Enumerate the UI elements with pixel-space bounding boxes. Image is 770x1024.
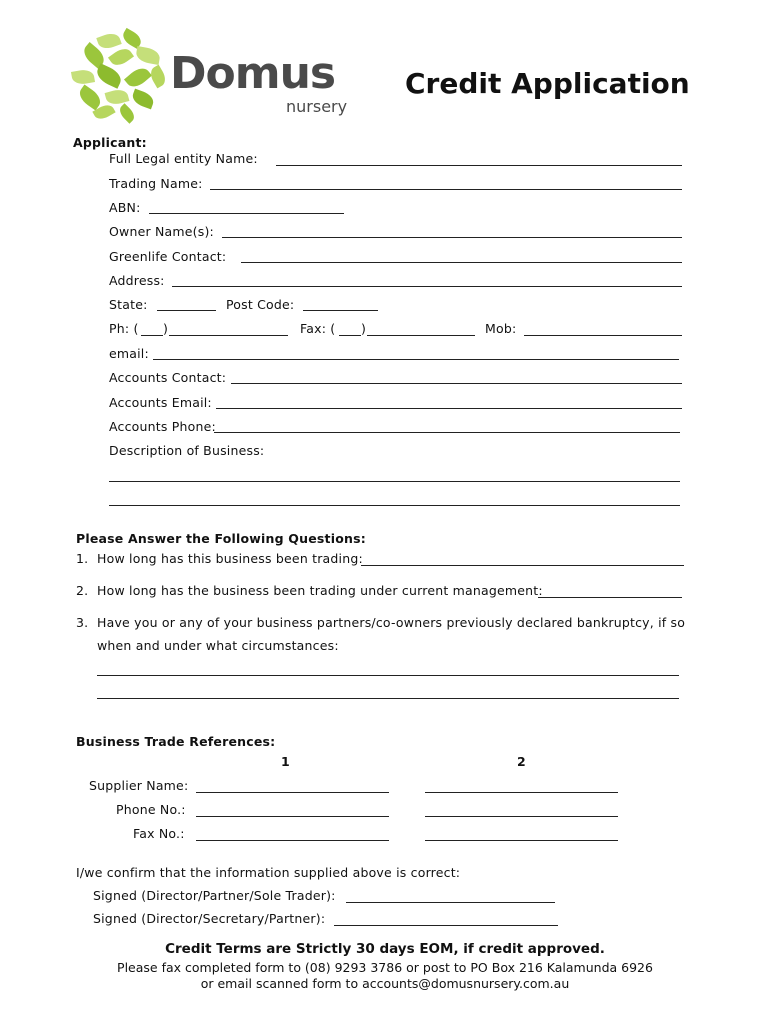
field-underline	[149, 213, 344, 214]
leaf-cluster-icon	[70, 30, 170, 122]
field-underline	[172, 286, 682, 287]
field-underline	[196, 840, 389, 841]
question-3-text-cont: when and under what circumstances:	[97, 638, 339, 653]
address-label: Address:	[109, 273, 165, 288]
field-underline	[241, 262, 682, 263]
mobile-field[interactable]	[524, 320, 682, 336]
field-underline	[214, 432, 680, 433]
question-2-number: 2.	[76, 583, 89, 598]
field-underline	[303, 310, 378, 311]
question-3-text: Have you or any of your business partners/co-owners previously declared bankruptcy, if so	[97, 615, 686, 630]
question-3-answer-1[interactable]	[97, 660, 679, 676]
accounts-contact-label: Accounts Contact:	[109, 370, 227, 385]
business-description-field-2[interactable]	[109, 490, 680, 506]
field-underline	[425, 792, 618, 793]
field-underline	[97, 698, 679, 699]
email-label: email:	[109, 346, 149, 361]
field-underline	[346, 902, 555, 903]
field-underline	[276, 165, 682, 166]
fax-no-2-field[interactable]	[425, 825, 618, 841]
email-instructions: or email scanned form to accounts@domusnursery.com.au	[200, 976, 570, 991]
field-underline	[109, 481, 680, 482]
area-code-underline	[141, 335, 163, 336]
area-code-underline	[339, 335, 361, 336]
mobile-label: Mob:	[485, 321, 517, 336]
greenlife-contact-label: Greenlife Contact:	[109, 249, 227, 264]
phone-no-2-field[interactable]	[425, 801, 618, 817]
field-underline	[524, 335, 682, 336]
credit-terms: Credit Terms are Strictly 30 days EOM, if credit approved.	[165, 941, 605, 957]
reference-col-1: 1	[281, 754, 290, 769]
question-2-answer[interactable]	[538, 582, 682, 598]
phone-field[interactable]	[169, 320, 288, 336]
field-underline	[196, 816, 389, 817]
post-code-label: Post Code:	[226, 297, 295, 312]
abn-label: ABN:	[109, 200, 141, 215]
signature-1-field[interactable]	[346, 887, 555, 903]
question-3-number: 3.	[76, 615, 89, 630]
business-description-label: Description of Business:	[109, 443, 265, 458]
phone-no-1-field[interactable]	[196, 801, 389, 817]
fax-instructions: Please fax completed form to (08) 9293 3786 or post to PO Box 216 Kalamunda 6926	[117, 960, 653, 975]
reference-col-2: 2	[517, 754, 526, 769]
applicant-heading: Applicant:	[73, 135, 147, 150]
field-underline	[196, 792, 389, 793]
question-1-text: How long has this business been trading:	[97, 551, 363, 566]
field-underline	[425, 840, 618, 841]
question-2-text: How long has the business been trading under current management:	[97, 583, 543, 598]
field-underline	[210, 189, 682, 190]
phone-no-label: Phone No.:	[116, 802, 186, 817]
page-title: Credit Application	[405, 67, 690, 100]
field-underline	[109, 505, 680, 506]
fax-field[interactable]	[367, 320, 475, 336]
signature-2-field[interactable]	[334, 910, 558, 926]
legal-entity-field[interactable]	[276, 150, 682, 166]
fax-label: Fax: (	[300, 321, 336, 336]
legal-entity-label: Full Legal entity Name:	[109, 151, 258, 166]
field-underline	[216, 408, 682, 409]
fax-no-1-field[interactable]	[196, 825, 389, 841]
accounts-email-label: Accounts Email:	[109, 395, 212, 410]
field-underline	[334, 925, 558, 926]
question-1-answer[interactable]	[361, 550, 684, 566]
field-underline	[157, 310, 216, 311]
field-underline	[361, 565, 684, 566]
question-3-answer-2[interactable]	[97, 683, 679, 699]
references-heading: Business Trade References:	[76, 734, 276, 749]
trading-name-label: Trading Name:	[109, 176, 203, 191]
field-underline	[367, 335, 475, 336]
field-underline	[231, 383, 682, 384]
fax-no-label: Fax No.:	[133, 826, 185, 841]
signature-1-label: Signed (Director/Partner/Sole Trader):	[93, 888, 336, 903]
field-underline	[97, 675, 679, 676]
owner-names-label: Owner Name(s):	[109, 224, 214, 239]
field-underline	[425, 816, 618, 817]
supplier-name-label: Supplier Name:	[89, 778, 189, 793]
fax-paren-close: )	[361, 321, 367, 336]
business-description-field-1[interactable]	[109, 466, 680, 482]
field-underline	[169, 335, 288, 336]
state-label: State:	[109, 297, 148, 312]
brand-subtitle: nursery	[286, 97, 348, 116]
supplier-name-1-field[interactable]	[196, 777, 389, 793]
confirm-statement: I/we confirm that the information supplied above is correct:	[76, 865, 461, 880]
supplier-name-2-field[interactable]	[425, 777, 618, 793]
brand-name: Domus	[170, 48, 336, 99]
field-underline	[538, 597, 682, 598]
field-underline	[222, 237, 682, 238]
accounts-phone-label: Accounts Phone:	[109, 419, 216, 434]
field-underline	[153, 359, 679, 360]
signature-2-label: Signed (Director/Secretary/Partner):	[93, 911, 326, 926]
phone-paren-close: )	[163, 321, 169, 336]
logo	[70, 30, 350, 125]
question-1-number: 1.	[76, 551, 89, 566]
questions-heading: Please Answer the Following Questions:	[76, 531, 366, 546]
phone-label: Ph: (	[109, 321, 139, 336]
